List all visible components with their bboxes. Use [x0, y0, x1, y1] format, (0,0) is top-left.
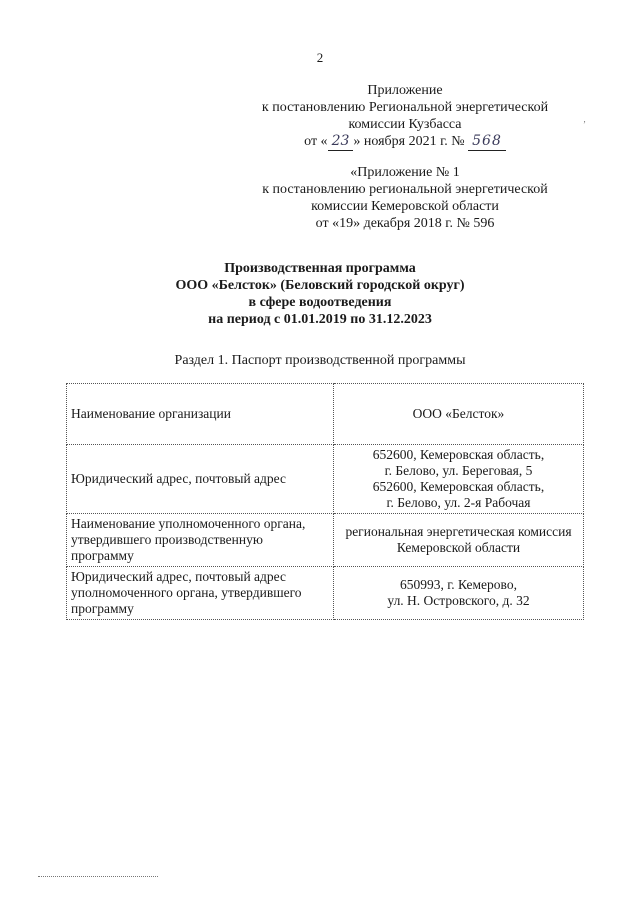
appendix-commission-line: комиссии Кузбасса	[348, 117, 462, 132]
appendix-original-header	[230, 164, 580, 232]
title-line-3: в сфере водоотведения	[248, 295, 392, 310]
row-value	[334, 445, 584, 514]
footer-divider	[38, 876, 158, 877]
table-row	[67, 384, 584, 445]
table-row	[67, 567, 584, 620]
row-label: Юридический адрес, почтовый адрес уполномоченного органа, утвердившего программу	[67, 567, 334, 620]
table-row	[67, 514, 584, 567]
original-appendix-title: «Приложение № 1	[350, 165, 460, 180]
date-suffix: » ноября 2021 г. №	[353, 134, 465, 149]
value-line: 652600, Кемеровская область,	[372, 447, 545, 462]
date-prefix: от «	[304, 134, 328, 149]
row-value	[334, 514, 584, 567]
title-line-4: на период с 01.01.2019 по 31.12.2023	[208, 312, 432, 327]
row-value	[334, 384, 584, 445]
title-line-2: ООО «Белсток» (Беловский городской округ)	[175, 278, 465, 293]
value-line: г. Белово, ул. Береговая, 5	[384, 463, 533, 478]
table-row	[67, 445, 584, 514]
appendix-decree-line: к постановлению Региональной энергетической	[261, 100, 549, 115]
handwritten-day: 23	[328, 133, 354, 151]
row-value	[334, 567, 584, 620]
original-decree-line: к постановлению региональной энергетической	[262, 182, 548, 197]
handwritten-doc-number: 568	[468, 133, 506, 151]
value-line: 650993, г. Кемерово,	[400, 577, 517, 592]
value-line: 652600, Кемеровская область,	[372, 479, 545, 494]
passport-table	[66, 383, 584, 620]
appendix-header	[230, 82, 580, 151]
value-line: г. Белово, ул. 2-я Рабочая	[386, 495, 531, 510]
value-line: региональная энергетическая комиссия	[345, 524, 572, 539]
value-line: Кемеровской области	[396, 540, 521, 555]
original-date-line: от «19» декабря 2018 г. № 596	[315, 216, 495, 231]
document-title	[0, 260, 640, 328]
page-number: 2	[316, 50, 324, 65]
appendix-date-line	[230, 133, 580, 151]
section-heading: Раздел 1. Паспорт производственной программы	[174, 353, 466, 368]
value-line: ООО «Белсток»	[412, 406, 505, 421]
row-label: Юридический адрес, почтовый адрес	[67, 445, 334, 514]
original-commission-line: комиссии Кемеровской области	[311, 199, 499, 214]
margin-tick-mark: ‚	[583, 114, 586, 124]
appendix-title: Приложение	[367, 83, 443, 98]
title-line-1: Производственная программа	[224, 261, 416, 276]
row-label: Наименование уполномоченного органа, утвердившего производственную программу	[67, 514, 334, 567]
row-label: Наименование организации	[67, 384, 334, 445]
value-line: ул. Н. Островского, д. 32	[387, 593, 530, 608]
